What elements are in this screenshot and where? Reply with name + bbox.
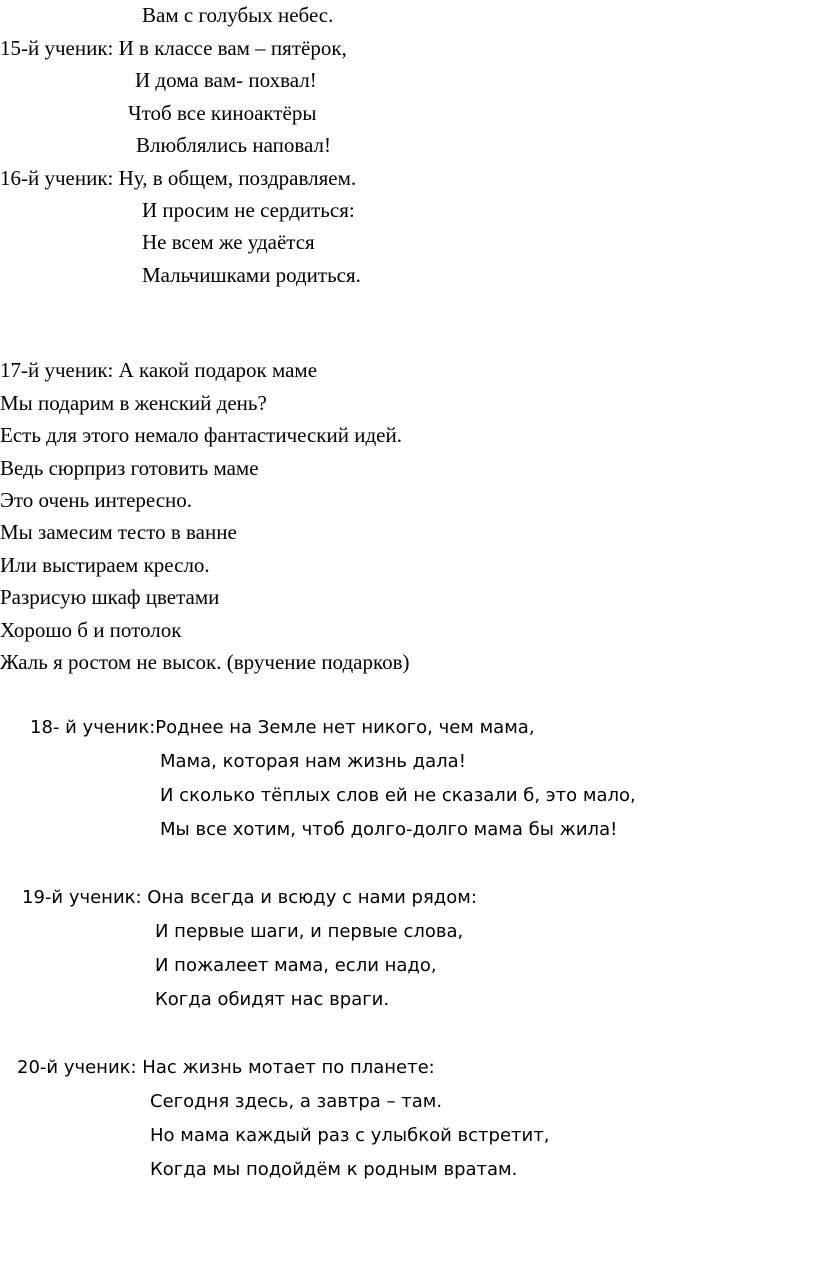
poem-line: Ведь сюрприз готовить маме — [0, 456, 259, 480]
poem-line: 20-й ученик: Нас жизнь мотает по планете: — [17, 1057, 435, 1078]
poem-line: Чтоб все киноактёры — [128, 101, 317, 125]
poem-line: И первые шаги, и первые слова, — [155, 921, 464, 942]
poem-line: Но мама каждый раз с улыбкой встретит, — [150, 1125, 550, 1146]
poem-line: Жаль я ростом не высок. (вручение подарков) — [0, 650, 410, 674]
poem-line: И сколько тёплых слов ей не сказали б, это мало, — [160, 785, 636, 806]
poem-line: Есть для этого немало фантастический идей. — [0, 423, 402, 447]
poem-line: Сегодня здесь, а завтра – там. — [150, 1091, 443, 1112]
poem-line: Не всем же удаётся — [142, 230, 315, 254]
poem-line: И просим не сердиться: — [142, 198, 355, 222]
poem-line: Это очень интересно. — [0, 488, 193, 512]
poem-line: 19-й ученик: Она всегда и всюду с нами рядом: — [22, 887, 477, 908]
poem-line: 17-й ученик: А какой подарок маме — [0, 358, 318, 382]
poem-line: Хорошо б и потолок — [0, 618, 182, 642]
poem-line: Вам с голубых небес. — [142, 3, 334, 27]
poem-line: И пожалеет мама, если надо, — [155, 955, 437, 976]
poem-line: Мы все хотим, чтоб долго-долго мама бы жила! — [160, 819, 618, 840]
poem-line: Мы подарим в женский день? — [0, 391, 267, 415]
poem-line: Мальчишками родиться. — [142, 263, 361, 287]
poem-line: Когда обидят нас враги. — [155, 989, 390, 1010]
poem-line: Мы замесим тесто в ванне — [0, 520, 237, 544]
poem-line: Или выстираем кресло. — [0, 553, 210, 577]
poem-line: Когда мы подойдём к родным вратам. — [150, 1159, 518, 1180]
poem-line: Разрисую шкаф цветами — [0, 585, 220, 609]
poem-line: Влюблялись наповал! — [136, 133, 331, 157]
poem-line: И дома вам- похвал! — [135, 68, 317, 92]
poem-line: Мама, которая нам жизнь дала! — [160, 751, 466, 772]
poem-line: 16-й ученик: Ну, в общем, поздравляем. — [0, 166, 357, 190]
poem-line: 15-й ученик: И в классе вам – пятёрок, — [0, 36, 347, 60]
poem-line: 18- й ученик:Роднее на Земле нет никого, чем мама, — [30, 717, 535, 738]
